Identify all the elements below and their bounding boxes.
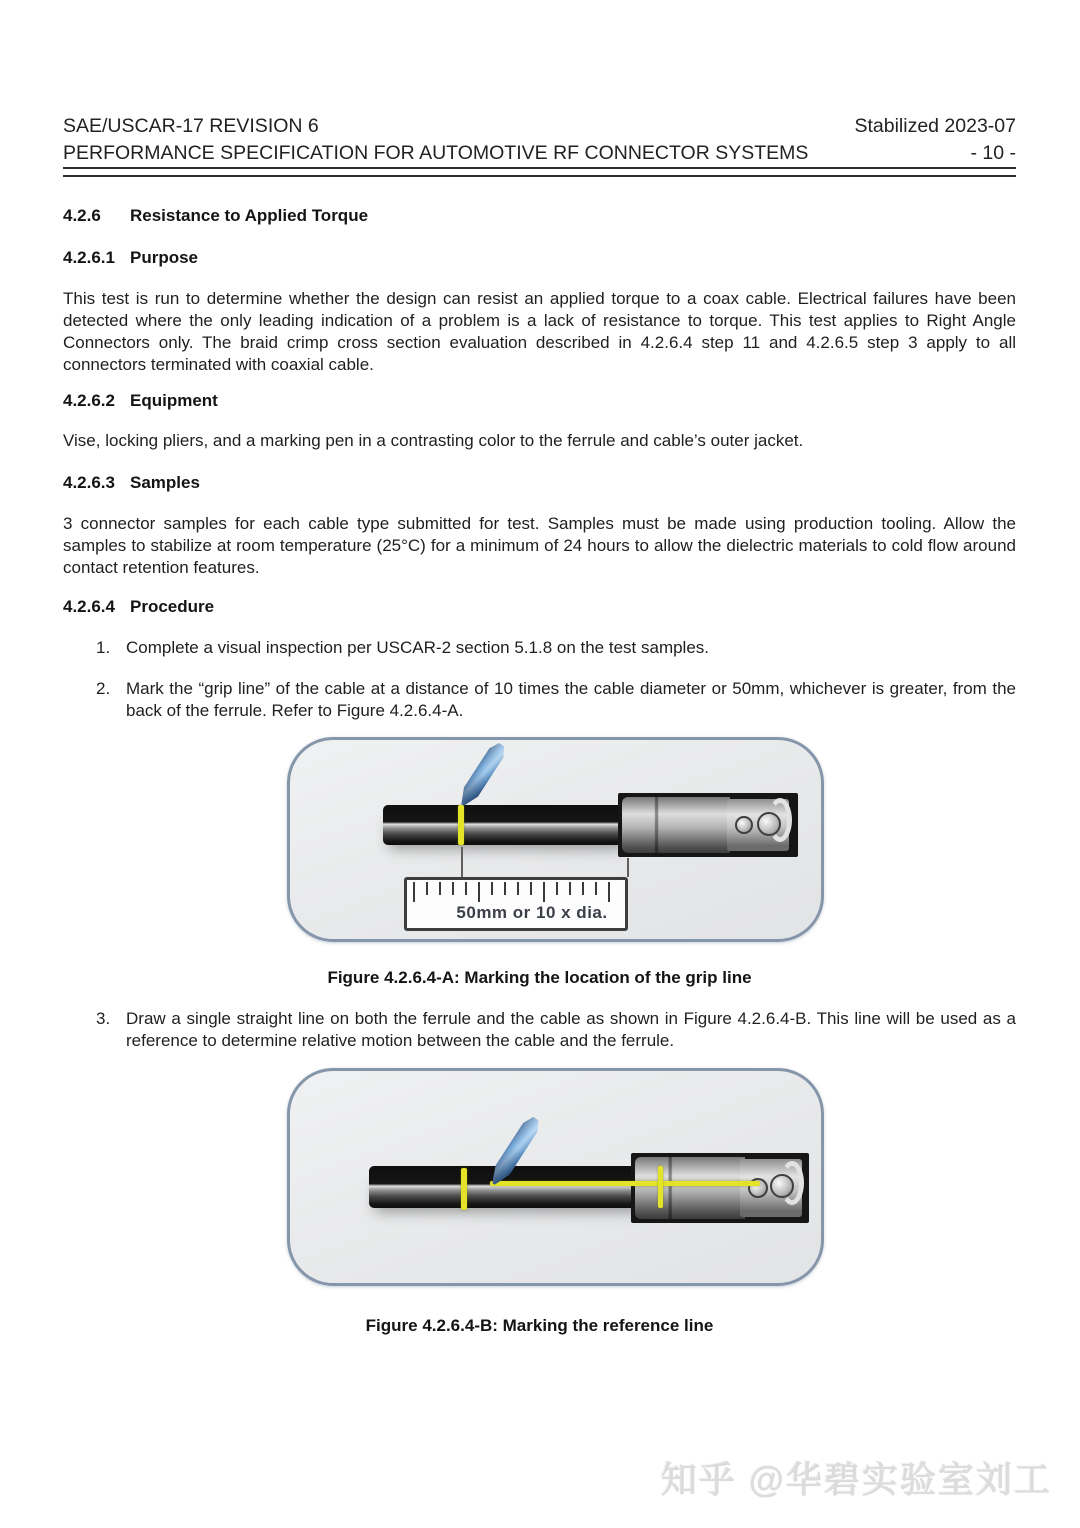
document-id: SAE/USCAR-17 REVISION 6 xyxy=(63,115,319,137)
section-number: 4.2.6 xyxy=(63,206,101,225)
connector-clip-arc xyxy=(780,1161,804,1205)
section-title: Procedure xyxy=(130,597,215,616)
step-number: 3. xyxy=(96,1009,111,1028)
section-title: Purpose xyxy=(130,248,199,267)
section-heading-4-2-6-2 xyxy=(63,390,1016,412)
section-heading-4-2-6-4 xyxy=(63,596,1016,618)
page-content xyxy=(0,116,1080,1337)
coax-cable-illustration xyxy=(369,1166,654,1208)
coax-cable-illustration xyxy=(383,805,631,845)
dimension-line-left xyxy=(461,847,463,877)
reference-line-mark xyxy=(490,1181,760,1186)
section-heading-4-2-6-3 xyxy=(63,472,1016,494)
section-number: 4.2.6.3 xyxy=(63,473,115,492)
purpose-paragraph: This test is run to determine whether the design can resist an applied torque to a coax cable. Electrical failures have been detected where the only leading indication of a problem is a lack of resistance to torque. This test applies to Right Angle Connectors only. The braid crimp cross section evaluation described in 4.2.6.4 step 11 and 4.2.6.5 step 3 apply to all connectors terminated with coaxial cable. xyxy=(63,289,1016,374)
step-text: Mark the “grip line” of the cable at a distance of 10 times the cable diameter or 50mm, whichever is greater, from the back of the ferrule. Refer to Figure 4.2.6.4-A. xyxy=(126,679,1016,720)
section-heading-4-2-6 xyxy=(63,205,1016,227)
connector-hole xyxy=(735,816,753,834)
section-heading-4-2-6-1 xyxy=(63,247,1016,269)
grip-line-mark xyxy=(461,1168,467,1210)
ferrule-line-mark xyxy=(658,1166,663,1208)
header-rule xyxy=(63,175,1016,177)
figure-b-caption: Figure 4.2.6.4-B: Marking the reference line xyxy=(365,1316,714,1335)
connector-clip-arc xyxy=(768,798,792,842)
step-number: 1. xyxy=(96,638,111,657)
ferrule-sleeve-illustration xyxy=(635,1157,745,1219)
marker-pen-icon xyxy=(455,740,508,810)
procedure-step-1 xyxy=(96,637,1016,659)
ruler-major-ticks xyxy=(413,882,619,902)
page-header-row-1 xyxy=(63,116,1016,137)
dimension-line-right xyxy=(627,858,629,877)
figure-b-illustration xyxy=(287,1068,824,1286)
figure-a-caption: Figure 4.2.6.4-A: Marking the location of the grip line xyxy=(327,968,752,987)
page-header-row-2 xyxy=(63,143,1016,169)
grip-line-mark xyxy=(458,805,464,845)
section-number: 4.2.6.2 xyxy=(63,391,115,410)
ruler-label: 50mm or 10 x dia. xyxy=(456,903,608,922)
section-title: Equipment xyxy=(130,391,218,410)
ferrule-sleeve-illustration xyxy=(622,797,730,853)
samples-paragraph: 3 connector samples for each cable type submitted for test. Samples must be made using production tooling. Allow the samples to stabilize at room temperature (25°C) for a minimum of 24 hours to allow the dielectric materials to cold flow around contact retention features. xyxy=(63,514,1016,577)
ruler-illustration xyxy=(404,877,628,931)
section-number: 4.2.6.4 xyxy=(63,597,115,616)
procedure-step-2 xyxy=(96,678,1016,722)
section-number: 4.2.6.1 xyxy=(63,248,115,267)
figure-a-illustration xyxy=(287,737,824,942)
watermark-text: 知乎 @华碧实验室刘工 xyxy=(660,1459,1052,1500)
section-title: Resistance to Applied Torque xyxy=(130,206,369,225)
page-number: - 10 - xyxy=(970,142,1016,164)
stabilized-date: Stabilized 2023-07 xyxy=(854,115,1016,137)
equipment-paragraph: Vise, locking pliers, and a marking pen in a contrasting color to the ferrule and cable’s outer jacket. xyxy=(63,431,804,450)
step-text: Complete a visual inspection per USCAR-2 section 5.1.8 on the test samples. xyxy=(126,638,710,657)
step-text: Draw a single straight line on both the ferrule and the cable as shown in Figure 4.2.6.4-B. This line will be used as a reference to determine relative motion between the cable and the ferrule. xyxy=(126,1009,1016,1050)
document-title: PERFORMANCE SPECIFICATION FOR AUTOMOTIVE RF CONNECTOR SYSTEMS xyxy=(63,142,809,164)
step-number: 2. xyxy=(96,679,111,698)
procedure-step-3 xyxy=(96,1008,1016,1052)
section-title: Samples xyxy=(130,473,200,492)
